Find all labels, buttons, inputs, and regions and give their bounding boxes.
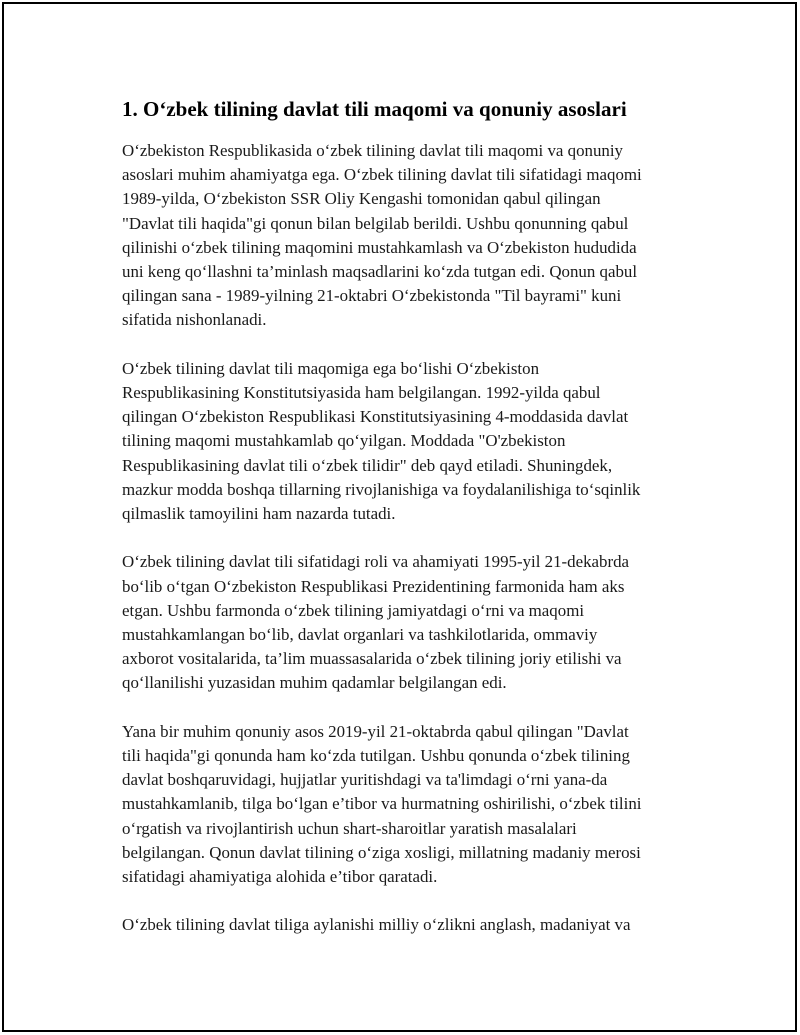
text-line: O‘zbek tilining davlat tili maqomiga ega bo‘lishi O‘zbekiston — [122, 358, 540, 378]
text-line: 1989-yilda, O‘zbekiston SSR Oliy Kengashi tomonidan qabul qilingan — [122, 189, 601, 209]
text-line: O‘zbek tilining davlat tili sifatidagi roli va ahamiyati 1995-yil 21-dekabrda — [122, 552, 630, 572]
text-line: tilining maqomi mustahkamlab qo‘yilgan. Moddada "O'zbekiston — [122, 431, 566, 451]
text-line: qo‘llanilishi yuzasidan muhim qadamlar belgilangan edi. — [122, 673, 507, 693]
text-line: qilingan sana - 1989-yilning 21-oktabri O‘zbekistonda "Til bayrami" kuni — [122, 286, 622, 306]
text-line: mustahkamlanib, tilga bo‘lgan e’tibor va hurmatning oshirilishi, o‘zbek tilini — [122, 794, 642, 814]
text-line: qilinishi o‘zbek tilining maqomini mustahkamlash va O‘zbekiston hududida — [122, 237, 637, 257]
text-line: belgilangan. Qonun davlat tilining o‘ziga xosligi, millatning madaniy merosi — [122, 842, 641, 862]
text-line: O‘zbekiston Respublikasida o‘zbek tilining davlat tili maqomi va qonuniy — [122, 141, 624, 160]
text-line: qilingan O‘zbekiston Respublikasi Konstitutsiyasining 4-moddasida davlat — [122, 407, 629, 427]
document-content — [122, 94, 697, 962]
text-line: mustahkamlangan bo‘lib, davlat organlari va tashkilotlarida, ommaviy — [122, 625, 598, 645]
paragraph — [122, 139, 697, 333]
paragraph — [122, 913, 697, 937]
text-line: axborot vositalarida, ta’lim muassasalarida o‘zbek tilining joriy etilishi va — [122, 649, 622, 669]
page-frame — [2, 2, 797, 1032]
paragraph — [122, 357, 697, 526]
section-title: 1. O‘zbek tilining davlat tili maqomi va qonuniy asoslari — [122, 97, 627, 121]
text-line: Respublikasining davlat tili o‘zbek tilidir" deb qayd etiladi. Shuningdek, — [122, 455, 613, 475]
paragraph — [122, 720, 697, 889]
text-line: Yana bir muhim qonuniy asos 2019-yil 21-oktabrda qabul qilingan "Davlat — [122, 721, 629, 741]
text-line: mazkur modda boshqa tillarning rivojlanishiga va foydalanilishiga to‘sqinlik — [122, 479, 641, 499]
text-line: bo‘lib o‘tgan O‘zbekiston Respublikasi Prezidentining farmonida ham aks — [122, 576, 625, 596]
text-line: qilmaslik tamoyilini ham nazarda tutadi. — [122, 504, 396, 524]
text-line: uni keng qo‘llashni ta’minlash maqsadlarini ko‘zda tutgan edi. Qonun qabul — [122, 262, 638, 282]
text-line: asoslari muhim ahamiyatga ega. O‘zbek tilining davlat tili sifatidagi maqomi — [122, 165, 642, 185]
text-line: sifatidagi ahamiyatiga alohida e’tibor qaratadi. — [122, 867, 438, 887]
text-line: sifatida nishonlanadi. — [122, 310, 267, 330]
paragraph — [122, 550, 697, 695]
text-line: O‘zbek tilining davlat tiliga aylanishi milliy o‘zlikni anglash, madaniyat va — [122, 915, 631, 935]
text-line: tili haqida"gi qonunda ham ko‘zda tutilgan. Ushbu qonunda o‘zbek tilining — [122, 746, 630, 766]
text-line: "Davlat tili haqida"gi qonun bilan belgilab berildi. Ushbu qonunning qabul — [122, 213, 629, 233]
text-line: etgan. Ushbu farmonda o‘zbek tilining jamiyatdagi o‘rni va maqomi — [122, 600, 585, 620]
text-line: o‘rgatish va rivojlantirish uchun shart-sharoitlar yaratish masalalari — [122, 818, 577, 838]
text-line: Respublikasining Konstitutsiyasida ham belgilangan. 1992-yilda qabul — [122, 383, 601, 403]
text-line: davlat boshqaruvidagi, hujjatlar yuritishdagi va ta'limdagi o‘rni yana-da — [122, 770, 608, 790]
